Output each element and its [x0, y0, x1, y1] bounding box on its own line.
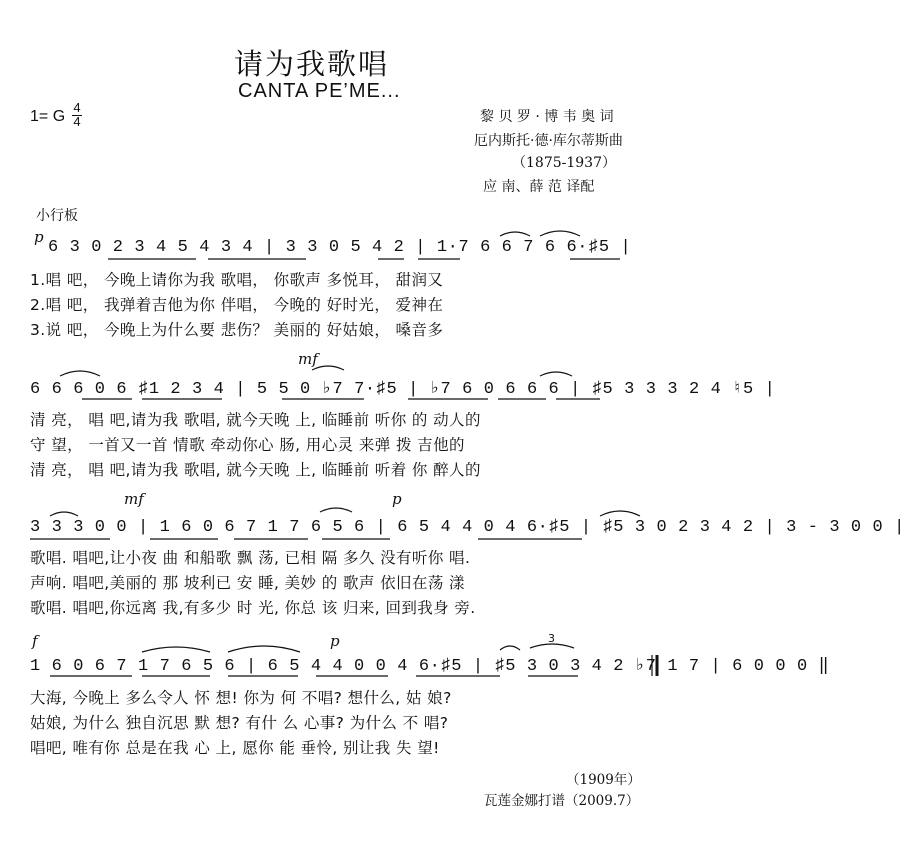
lyric-line-1: 1.唱 吧， 今晚上请你为我 歌唱， 你歌声 多悦耳， 甜润又 [30, 271, 444, 289]
time-signature-bottom: 4 [73, 114, 81, 129]
composer-credit: 厄内斯托·德·库尔蒂斯曲 [474, 133, 623, 149]
tie-arc [50, 512, 78, 516]
lyric-line-2: 2.唱 吧， 我弹着吉他为你 伴唱， 今晚的 好时光， 爱神在 [30, 296, 444, 314]
tempo-marking: 小行板 [36, 208, 78, 224]
dynamic-marking: p [392, 490, 402, 508]
dynamic-marking: mf [124, 490, 144, 508]
tie-arc [500, 232, 530, 236]
lyric-line-3: 歌唱. 唱吧,你远离 我,有多少 时 光, 你总 该 归来, 回到我身 旁. [30, 599, 476, 617]
dynamic-marking: p [330, 632, 340, 650]
dynamic-marking: p [34, 228, 44, 246]
key-signature: 1= G [30, 108, 66, 125]
lyric-line-1: 清 亮， 唱 吧,请为我 歌唱, 就今天晚 上, 临睡前 听你 的 动人的 [30, 411, 481, 429]
lyric-line-1: 大海, 今晚上 多么令人 怀 想! 你为 何 不唱? 想什么, 姑 娘? [30, 689, 452, 707]
composer-years: （1875-1937） [512, 155, 616, 171]
lyric-line-2: 守 望， 一首又一首 情歌 牵动你心 肠, 用心灵 来弹 拨 吉他的 [30, 436, 465, 454]
tie-arc [540, 231, 580, 236]
lyricist-credit: 黎 贝 罗 · 博 韦 奥 词 [480, 109, 614, 125]
tie-arc [60, 371, 100, 376]
lyric-line-3: 3.说 吧， 今晚上为什么要 悲伤？ 美丽的 好姑娘， 嗓音多 [30, 321, 444, 339]
translator-credit: 应 南、薛 范 译配 [483, 179, 595, 195]
lyric-line-3: 清 亮， 唱 吧,请为我 歌唱, 就今天晚 上, 临睡前 听着 你 醉人的 [30, 461, 481, 479]
tie-arc [228, 646, 300, 652]
notation-line: 6 6 6 0 6 ♯1 2 3 4 | 5 5 0 ♭7 7·♯5 | ♭7 6 0 6 6 6 | ♯5 3 3 3 2 4 ♮5 | [30, 380, 776, 399]
tie-arc [312, 366, 344, 370]
tie-arc [540, 372, 572, 376]
lyric-line-3: 唱吧, 唯有你 总是在我 心 上, 愿你 能 垂怜, 别让我 失 望! [30, 739, 440, 757]
composition-year: （1909年） [566, 772, 641, 788]
notation-line: 6 3 0 2 3 4 5 4 3 4 | 3 3 0 5 4 2 | 1·7 6 6 7 6 6·♯5 | [48, 238, 632, 257]
tie-arc [320, 508, 352, 512]
lyric-line-1: 歌唱. 唱吧,让小夜 曲 和船歌 飘 荡, 已相 隔 多久 没有听你 唱. [30, 549, 471, 567]
tie-arc [600, 511, 640, 516]
lyric-line-2: 姑娘, 为什么 独自沉思 默 想? 有什 么 心事? 为什么 不 唱? [30, 714, 449, 732]
dynamic-marking: f [32, 632, 38, 650]
tie-arc [142, 647, 210, 652]
song-title: 请为我歌唱 [234, 47, 390, 81]
fermata-arc [500, 646, 520, 650]
song-subtitle: CANTA PE’ME... [238, 80, 401, 102]
notation-line: 1 6 0 6 7 1 7 6 5 6 | 6 5 4 4 0 0 4 6·♯5 | ♯5 3 0 3 4 2 ♭7 1 7 | 6 0 0 0 ‖ [30, 657, 830, 676]
tuplet-bracket [530, 644, 574, 648]
lyric-line-2: 声响. 唱吧,美丽的 那 坡利已 安 睡, 美妙 的 歌声 依旧在荡 漾 [30, 574, 465, 592]
notation-line: 3 3 3 0 0 | 1 6 0 6 7 1 7 6 5 6 | 6 5 4 4 0 4 6·♯5 | ♯5 3 0 2 3 4 2 | 3 - 3 0 0 | [30, 518, 905, 537]
triplet-marker: 3 [548, 632, 555, 645]
dynamic-marking: mf [298, 350, 318, 368]
time-signature-top: 4 [73, 100, 81, 115]
transcriber-credit: 瓦莲金娜打谱（2009.7） [484, 793, 640, 809]
